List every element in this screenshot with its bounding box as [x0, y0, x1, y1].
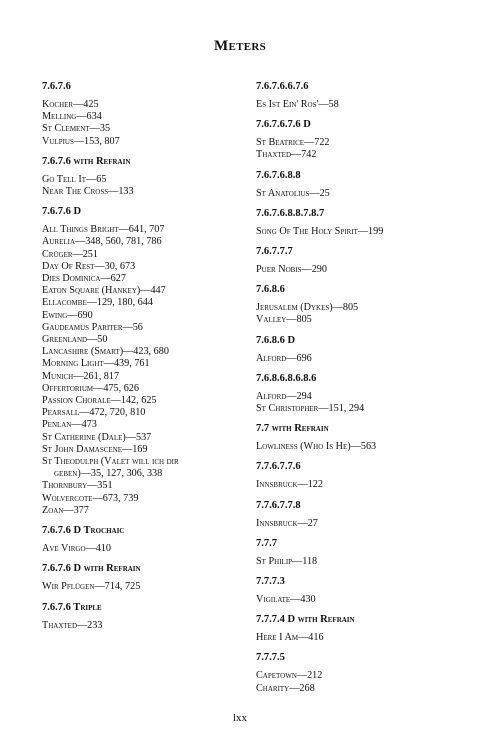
meter-section [256, 245, 466, 276]
meter-section [42, 601, 247, 632]
meter-section [256, 334, 466, 365]
tune-entry: Lowliness (Who Is He)—563 [256, 441, 377, 453]
tune-entry: St Anatolius—25 [256, 187, 330, 199]
meter-section [256, 575, 466, 606]
tune-entry: Jerusalem (Dykes)—805 [256, 302, 359, 314]
tune-entry: Vigilate—430 [256, 594, 316, 606]
meter-section [42, 524, 247, 555]
meter-heading: 7.6.7.6.7.6 D [256, 119, 311, 131]
tune-entry: Near The Cross—133 [42, 186, 134, 198]
tune-entry: Aurelia—348, 560, 781, 786 [42, 236, 162, 248]
tune-entry: Valley—805 [256, 314, 312, 326]
tune-entry: St John Damascene—169 [42, 443, 148, 455]
tune-entry: Innsbruck—27 [256, 517, 318, 529]
meter-section [256, 499, 466, 530]
tune-entry: Eaton Square (Hankey)—447 [42, 285, 166, 297]
tune-entry: Pearsall—472, 720, 810 [42, 407, 146, 419]
tune-entry: St Philip—118 [256, 555, 318, 567]
tune-entry: Ave Virgo—410 [42, 543, 111, 555]
tune-entry: Penlan—473 [42, 419, 97, 431]
meter-heading: 7.6.7.7.7 [256, 246, 293, 258]
tune-entry: Charity—268 [256, 682, 315, 694]
tune-entry: Thaxted—742 [256, 149, 317, 161]
left-column [42, 80, 247, 632]
meter-heading: 7.7.7.4 D with Refrain [256, 614, 355, 626]
meter-heading: 7.6.7.6.6.7.6 [256, 81, 309, 92]
tune-entry: Thornbury—351 [42, 480, 113, 492]
meter-section [256, 207, 466, 238]
meter-section [256, 283, 466, 326]
tune-entry: Greenland—50 [42, 334, 108, 346]
meter-heading: 7.7.7 [256, 537, 277, 549]
tune-entry: Lancashire (Smart)—423, 680 [42, 346, 169, 358]
meter-section [256, 537, 466, 568]
tune-entry: Song Of The Holy Spirit—199 [256, 225, 384, 237]
meter-section [256, 372, 466, 415]
tune-entry: Zoan—377 [42, 504, 89, 516]
meter-heading: 7.6.7.6.8.8 [256, 169, 301, 181]
tune-entry: St Theodulph (Valet will ich dir [42, 456, 179, 468]
tune-entry: St Christopher—151, 294 [256, 403, 365, 415]
tune-entry: geben)—35, 127, 306, 338 [54, 468, 163, 480]
tune-entry: Es Ist Ein' Ros'—58 [256, 99, 339, 110]
tune-entry: St Clement—35 [42, 123, 111, 135]
tune-entry: Innsbruck—122 [256, 479, 323, 491]
tune-entry: Kocher—425 [42, 99, 99, 110]
tune-entry: Here I Am—416 [256, 632, 324, 644]
tune-entry: Ellacombe—129, 180, 644 [42, 297, 153, 309]
tune-entry: Ewing—690 [42, 309, 93, 321]
meter-heading: 7.6.7.6 D with Refrain [42, 563, 141, 575]
meter-section [256, 651, 466, 694]
meter-heading: 7.7.7.5 [256, 652, 285, 664]
meter-heading: 7.6.7.6 Triple [42, 601, 102, 613]
meter-section [42, 562, 247, 593]
meter-section [256, 613, 466, 644]
tune-entry: Puer Nobis—290 [256, 264, 327, 276]
tune-entry: Go Tell It—65 [42, 173, 107, 185]
meter-heading: 7.7 with Refrain [256, 423, 329, 435]
meter-heading: 7.7.6.7.7.8 [256, 499, 301, 511]
tune-entry: Melling—634 [42, 111, 102, 123]
tune-entry: St Beatrice—722 [256, 137, 330, 149]
tune-entry: Dies Dominica—627 [42, 273, 126, 285]
meter-section [256, 422, 466, 453]
meter-section [256, 118, 466, 161]
meter-heading: 7.6.7.6 D [42, 206, 82, 218]
meter-section [42, 205, 247, 517]
meter-heading: 7.7.7.3 [256, 576, 285, 588]
page-number: lxx [232, 712, 248, 724]
meter-section [42, 80, 247, 148]
tune-entry: St Catherine (Dale)—537 [42, 431, 152, 443]
meter-heading: 7.6.8.6 [256, 284, 285, 296]
meter-heading: 7.6.8.6 D [256, 334, 296, 346]
tune-entry: All Things Bright—641, 707 [42, 224, 165, 236]
tune-entry: Alford—294 [256, 390, 312, 402]
meter-section [42, 155, 247, 198]
meter-section [256, 169, 466, 200]
tune-entry: Gaudeamus Pariter—56 [42, 321, 143, 333]
meter-heading: 7.6.7.6.8.8.7.8.7 [256, 207, 325, 219]
tune-entry: Capetown—212 [256, 670, 323, 682]
tune-entry: Vulpius—153, 807 [42, 135, 120, 147]
meter-heading: 7.6.7.6 with Refrain [42, 155, 131, 167]
meter-heading: 7.6.8.6.8.6.8.6 [256, 372, 317, 384]
meter-heading: 7.6.7.6 D Trochaic [42, 525, 125, 537]
tune-entry: Munich—261, 817 [42, 370, 120, 382]
meter-section [256, 80, 466, 111]
tune-entry: Passion Chorale—142, 625 [42, 395, 157, 407]
tune-entry: Wolvercote—673, 739 [42, 492, 139, 504]
tune-entry: Thaxted—233 [42, 619, 103, 631]
tune-entry: Wir Pflügen—714, 725 [42, 581, 141, 593]
tune-entry: Crüger—251 [42, 248, 98, 260]
tune-entry: Offertorium—475, 626 [42, 382, 139, 394]
meter-heading: 7.7.6.7.7.6 [256, 461, 301, 473]
page-title: Meters [213, 38, 267, 54]
meter-section [256, 460, 466, 491]
tune-entry: Morning Light—439, 761 [42, 358, 150, 370]
meter-heading: 7.6.7.6 [42, 81, 71, 92]
right-column [256, 80, 466, 695]
tune-entry: Day Of Rest—30, 673 [42, 260, 136, 272]
tune-entry: Alford—696 [256, 352, 312, 364]
